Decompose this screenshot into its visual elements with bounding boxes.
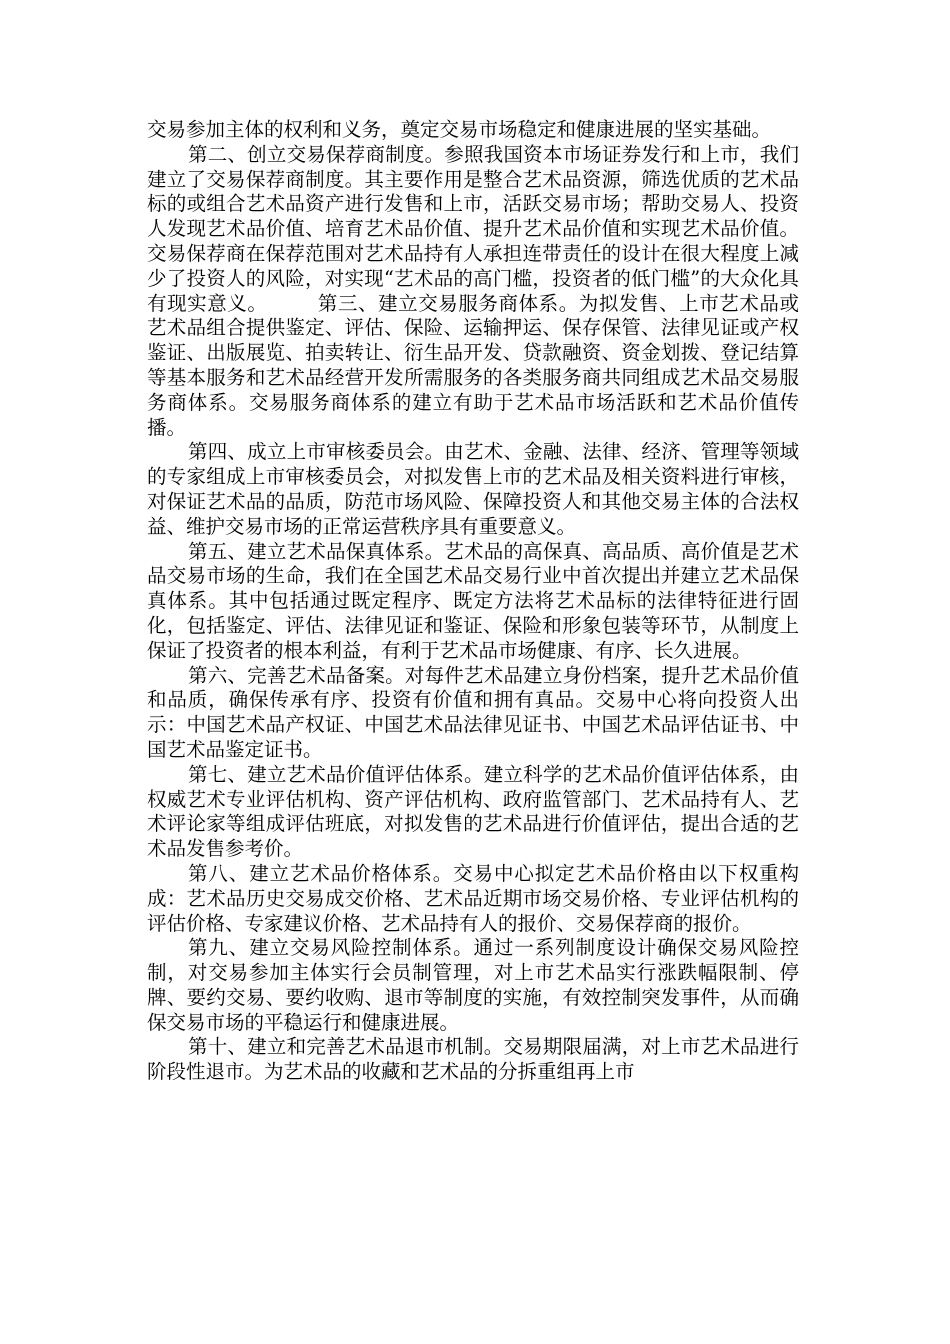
paragraph-authenticity-system: 第五、建立艺术品保真体系。艺术品的高保真、高品质、高价值是艺术品交易市场的生命，我们在全国艺术品交易行业中首次提出并建立艺术品保真体系。其中包括通过既定程序、既定方法将艺术品标的法律特征进行固化，包括鉴定、评估、法律见证和鉴证、保险和形象包装等环节，从制度上保证了投资者的根本利益，有利于艺术品市场健康、有序、长久进展。 — [147, 539, 799, 662]
document-page — [147, 118, 799, 1085]
paragraph-sponsor-system: 第二、创立交易保荐商制度。参照我国资本市场证券发行和上市，我们建立了交易保荐商制度。其主要作用是整合艺术品资源，筛选优质的艺术品标的或组合艺术品资产进行发售和上市，活跃交易市场；帮助交易人、投资人发现艺术品价值、培育艺术品价值、提升艺术品价值和实现艺术品价值。交易保荐商在保荐范围对艺术品持有人承担连带责任的设计在很大程度上减少了投资人的风险，对实现“艺术品的高门槛，投资者的低门槛”的大众化具有现实意义。 第三、建立交易服务商体系。为拟发售、上市艺术品或艺术品组合提供鉴定、评估、保险、运输押运、保存保管、法律见证或产权鉴证、出版展览、拍卖转让、衍生品开发、贷款融资、资金划拨、登记结算等基本服务和艺术品经营开发所需服务的各类服务商共同组成艺术品交易服务商体系。交易服务商体系的建立有助于艺术品市场活跃和艺术品价值传播。 — [147, 142, 799, 439]
paragraph-listing-committee: 第四、成立上市审核委员会。由艺术、金融、法律、经济、管理等领域的专家组成上市审核委员会，对拟发售上市的艺术品及相关资料进行审核，对保证艺术品的品质，防范市场风险、保障投资人和其他交易主体的合法权益、维护交易市场的正常运营秩序具有重要意义。 — [147, 440, 799, 538]
paragraph-price-system: 第八、建立艺术品价格体系。交易中心拟定艺术品价格由以下权重构成：艺术品历史交易成交价格、艺术品近期市场交易价格、专业评估机构的评估价格、专家建议价格、艺术品持有人的报价、交易保荐商的报价。 — [147, 861, 799, 935]
paragraph-artwork-records: 第六、完善艺术品备案。对每件艺术品建立身份档案，提升艺术品价值和品质，确保传承有序、投资有价值和拥有真品。交易中心将向投资人出示：中国艺术品产权证、中国艺术品法律见证书、中国艺术品评估证书、中国艺术品鉴定证书。 — [147, 663, 799, 761]
paragraph-delisting-mechanism: 第十、建立和完善艺术品退市机制。交易期限届满，对上市艺术品进行阶段性退市。为艺术品的收藏和艺术品的分拆重组再上市 — [147, 1035, 799, 1084]
paragraph-rights-obligations: 交易参加主体的权利和义务，奠定交易市场稳定和健康进展的坚实基础。 — [147, 118, 772, 141]
paragraph-risk-control: 第九、建立交易风险控制体系。通过一系列制度设计确保交易风险控制，对交易参加主体实行会员制管理，对上市艺术品实行涨跌幅限制、停牌、要约交易、要约收购、退市等制度的实施，有效控制突发事件，从而确保交易市场的平稳运行和健康进展。 — [147, 936, 799, 1034]
paragraph-value-assessment: 第七、建立艺术品价值评估体系。建立科学的艺术品价值评估体系，由权威艺术专业评估机构、资产评估机构、政府监管部门、艺术品持有人、艺术评论家等组成评估班底，对拟发售的艺术品进行价值评估，提出合适的艺术品发售参考价。 — [147, 762, 799, 861]
